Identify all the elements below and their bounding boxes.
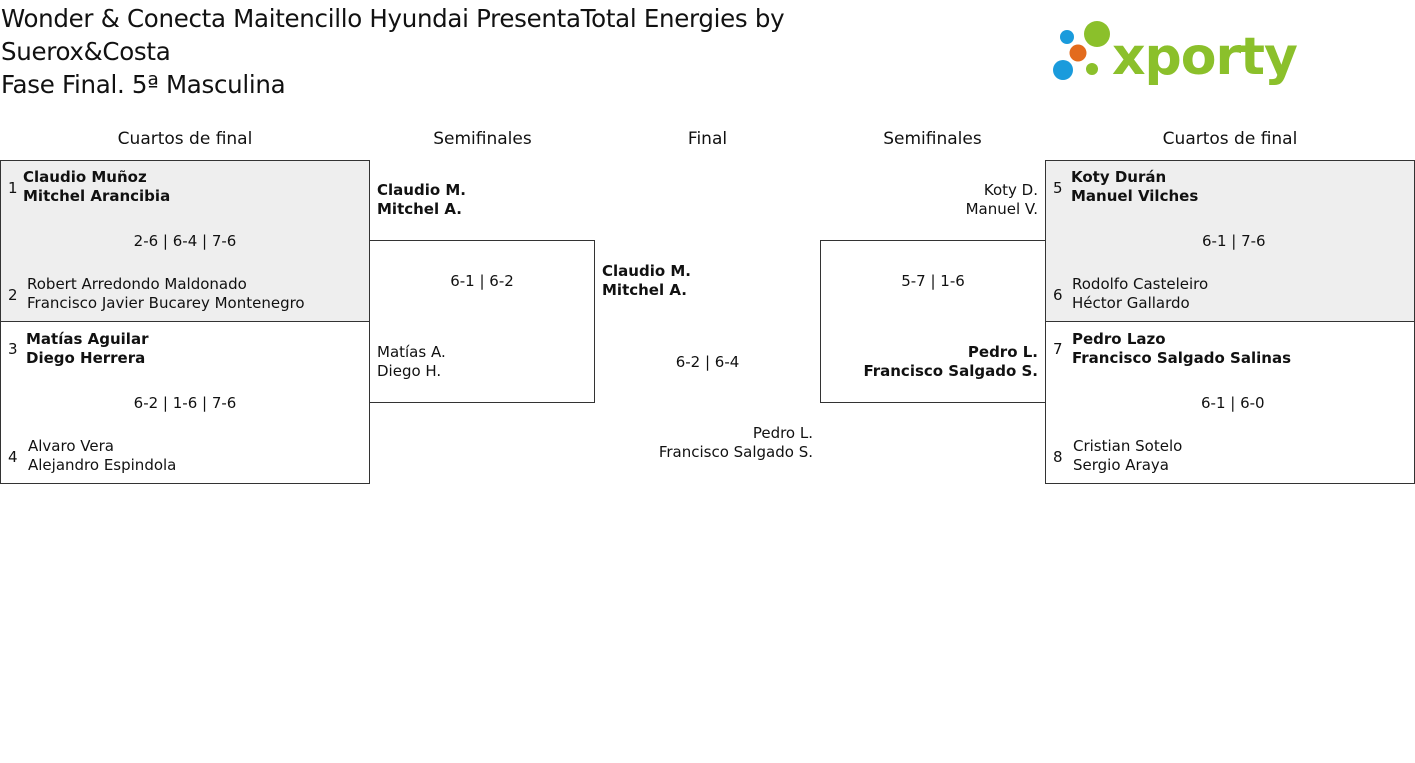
player-name: Alvaro Vera bbox=[28, 437, 114, 455]
player-name: Cristian Sotelo bbox=[1073, 437, 1183, 455]
player-name: Matías Aguilar bbox=[26, 330, 149, 348]
round-title-right-sf: Semifinales bbox=[883, 129, 982, 149]
seed-2: 2 bbox=[8, 286, 18, 304]
player-name: Francisco Salgado S. bbox=[863, 362, 1038, 380]
match-qf-left-2[interactable] bbox=[0, 321, 370, 484]
player-name: Mitchel A. bbox=[377, 200, 462, 218]
player-name: Alejandro Espindola bbox=[28, 456, 177, 474]
player-name: Pedro Lazo bbox=[1072, 330, 1166, 348]
player-name: Robert Arredondo Maldonado bbox=[27, 275, 247, 293]
logo-dot-blue-large bbox=[1053, 60, 1073, 80]
team-winner bbox=[821, 343, 1038, 381]
logo-dot-green-small bbox=[1086, 63, 1098, 75]
player-name: Koty Durán bbox=[1071, 168, 1167, 186]
match-score: 6-1 | 6-2 bbox=[450, 272, 514, 290]
match-score: 2-6 | 6-4 | 7-6 bbox=[133, 232, 237, 250]
player-name: Diego H. bbox=[377, 362, 442, 380]
player-name: Mitchel Arancibia bbox=[23, 187, 171, 205]
player-name: Claudio Muñoz bbox=[23, 168, 147, 186]
round-title-final: Final bbox=[687, 129, 728, 149]
team-loser bbox=[1072, 275, 1208, 313]
title-line-1: Wonder & Conecta Maitencillo Hyundai PresentaTotal Energies by bbox=[1, 4, 785, 33]
player-name: Matías A. bbox=[377, 343, 446, 361]
match-qf-right-2[interactable] bbox=[1045, 321, 1415, 484]
final-team-winner bbox=[602, 262, 691, 300]
round-title-left-qf: Cuartos de final bbox=[117, 129, 253, 149]
player-name: Héctor Gallardo bbox=[1072, 294, 1190, 312]
match-sf-left[interactable] bbox=[369, 240, 595, 403]
round-title-left-sf: Semifinales bbox=[433, 129, 532, 149]
player-name: Sergio Araya bbox=[1073, 456, 1169, 474]
team-winner bbox=[1071, 168, 1198, 206]
sf-right-team-loser bbox=[820, 181, 1038, 219]
seed-8: 8 bbox=[1053, 448, 1063, 466]
player-name: Francisco Salgado S. bbox=[658, 443, 813, 461]
sf-left-team-winner bbox=[377, 181, 466, 219]
final-team-loser bbox=[600, 424, 813, 462]
final-score: 6-2 | 6-4 bbox=[675, 353, 740, 371]
match-score: 6-1 | 6-0 bbox=[1201, 394, 1265, 412]
player-name: Manuel Vilches bbox=[1071, 187, 1199, 205]
logo-dot-green-large bbox=[1084, 21, 1110, 47]
team-loser bbox=[1073, 437, 1182, 475]
seed-4: 4 bbox=[8, 448, 18, 466]
seed-7: 7 bbox=[1053, 340, 1063, 358]
seed-5: 5 bbox=[1053, 179, 1063, 197]
title-line-2: Suerox&Costa bbox=[1, 37, 171, 66]
player-name: Mitchel A. bbox=[602, 281, 687, 299]
team-winner bbox=[26, 330, 148, 368]
logo-graphic bbox=[1050, 18, 1297, 87]
team-loser bbox=[377, 343, 446, 381]
title-line-3: Fase Final. 5ª Masculina bbox=[1, 70, 286, 99]
match-qf-right-1[interactable] bbox=[1045, 160, 1415, 322]
match-qf-left-1[interactable] bbox=[0, 160, 370, 322]
player-name: Pedro L. bbox=[967, 343, 1038, 361]
team-winner bbox=[23, 168, 170, 206]
team-loser bbox=[28, 437, 176, 475]
player-name: Pedro L. bbox=[752, 424, 813, 442]
match-sf-right[interactable] bbox=[820, 240, 1046, 403]
logo-dot-orange bbox=[1070, 45, 1087, 62]
round-title-right-qf: Cuartos de final bbox=[1162, 129, 1298, 149]
xporty-logo[interactable] bbox=[1050, 18, 1297, 87]
player-name: Manuel V. bbox=[965, 200, 1038, 218]
player-name: Koty D. bbox=[983, 181, 1038, 199]
seed-1: 1 bbox=[8, 179, 18, 197]
match-score: 5-7 | 1-6 bbox=[901, 272, 965, 290]
logo-dot-blue-small bbox=[1060, 30, 1074, 44]
player-name: Francisco Salgado Salinas bbox=[1072, 349, 1291, 367]
seed-6: 6 bbox=[1053, 286, 1063, 304]
seed-3: 3 bbox=[8, 340, 18, 358]
player-name: Claudio M. bbox=[377, 181, 466, 199]
team-winner bbox=[1072, 330, 1291, 368]
player-name: Claudio M. bbox=[602, 262, 691, 280]
player-name: Diego Herrera bbox=[26, 349, 146, 367]
player-name: Francisco Javier Bucarey Montenegro bbox=[27, 294, 305, 312]
match-score: 6-1 | 7-6 bbox=[1202, 232, 1266, 250]
page-title bbox=[1, 2, 901, 101]
logo-text: xporty bbox=[1112, 27, 1297, 87]
team-loser bbox=[27, 275, 305, 313]
match-score: 6-2 | 1-6 | 7-6 bbox=[133, 394, 237, 412]
player-name: Rodolfo Casteleiro bbox=[1072, 275, 1209, 293]
